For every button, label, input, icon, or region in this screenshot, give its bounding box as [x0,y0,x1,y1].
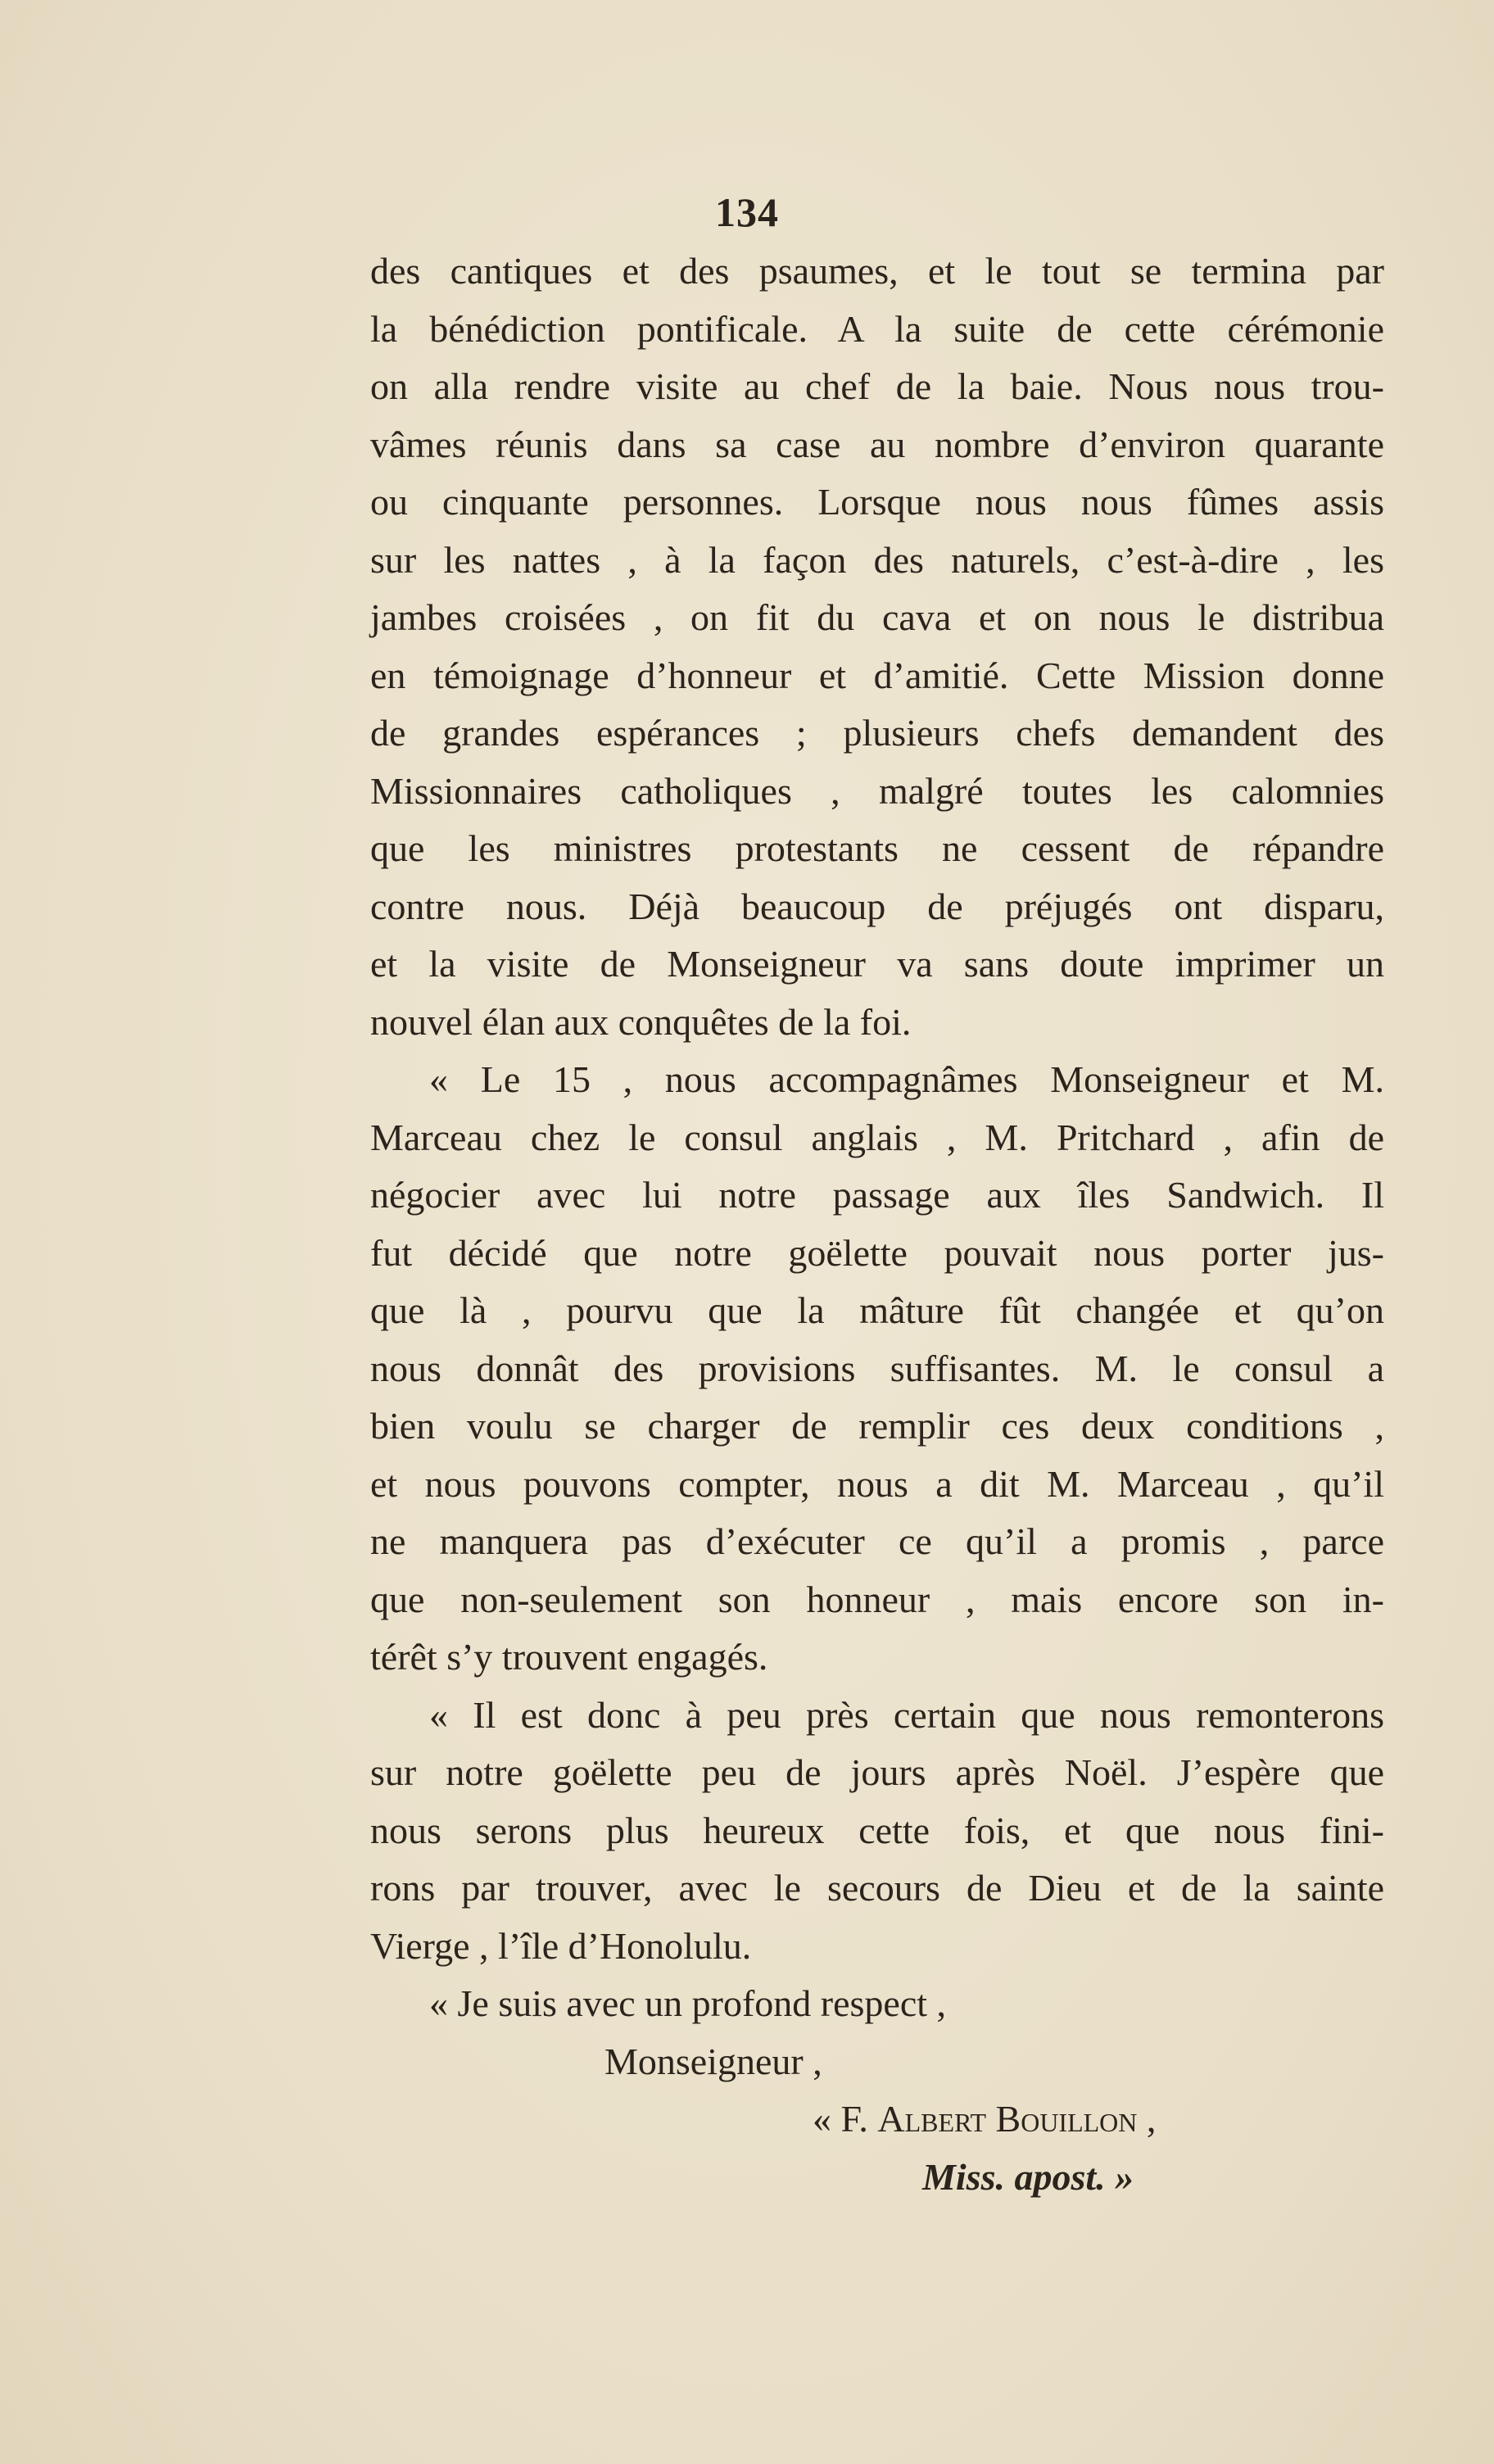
text-line: la bénédiction pontificale. A la suite de cette cérémonie [370,307,1384,350]
text-line: « Je suis avec un profond respect , [429,1982,947,2024]
signature-prefix: « F. [813,2098,878,2140]
text-line: on alla rendre visite au chef de la baie. Nous nous trou- [370,365,1384,407]
signature-suffix: , [1137,2098,1157,2140]
text-line: et la visite de Monseigneur va sans doute imprimer un [370,943,1384,985]
text-line: et nous pouvons compter, nous a dit M. Marceau , qu’il [370,1462,1384,1505]
signature-title: Miss. apost. » [922,2155,1134,2198]
text-line: négocier avec lui notre passage aux îles Sandwich. Il [370,1174,1384,1216]
text-line: « Le 15 , nous accompagnâmes Monseigneur et M. [429,1058,1384,1100]
signature [370,2090,1384,2149]
body-text [370,242,1384,2206]
closing-salutation: Monseigneur , [604,2040,822,2082]
text-line: « Il est donc à peu près certain que nous remonterons [429,1693,1384,1736]
text-line: nouvel élan aux conquêtes de la foi. [370,1000,912,1043]
text-line: nous serons plus heureux cette fois, et que nous fini- [370,1809,1384,1851]
text-line: contre nous. Déjà beaucoup de préjugés ont disparu, [370,885,1384,927]
text-line: de grandes espérances ; plusieurs chefs demandent des [370,712,1384,754]
text-line: des cantiques et des psaumes, et le tout se termina par [370,250,1384,292]
text-line: Missionnaires catholiques , malgré toutes les calomnies [370,769,1384,812]
text-line: que non-seulement son honneur , mais encore son in- [370,1578,1384,1620]
signature-name: Albert Bouillon [877,2098,1138,2140]
text-line: que là , pourvu que la mâture fût changée et qu’on [370,1289,1384,1331]
text-line: ne manquera pas d’exécuter ce qu’il a promis , parce [370,1520,1384,1562]
text-line: nous donnât des provisions suffisantes. M. le consul a [370,1347,1384,1389]
text-line: sur notre goëlette peu de jours après Noël. J’espère que [370,1751,1384,1793]
text-line: ou cinquante personnes. Lorsque nous nous fûmes assis [370,481,1384,523]
text-line: rons par trouver, avec le secours de Dieu et de la sainte [370,1867,1384,1909]
text-line: bien voulu se charger de remplir ces deux conditions , [370,1405,1384,1447]
text-line: vâmes réunis dans sa case au nombre d’environ quarante [370,423,1384,465]
text-line: térêt s’y trouvent engagés. [370,1636,768,1678]
text-line: Vierge , l’île d’Honolulu. [370,1924,752,1967]
text-line: Marceau chez le consul anglais , M. Pritchard , afin de [370,1116,1384,1158]
text-line: que les ministres protestants ne cessent de répandre [370,827,1384,869]
text-line: fut décidé que notre goëlette pouvait nous porter jus- [370,1231,1384,1274]
text-line: sur les nattes , à la façon des naturels, c’est-à-dire , les [370,538,1384,581]
text-line: en témoignage d’honneur et d’amitié. Cette Mission donne [370,654,1384,696]
text-line: jambes croisées , on fit du cava et on nous le distribua [370,596,1384,638]
page-number: 134 [715,189,779,235]
